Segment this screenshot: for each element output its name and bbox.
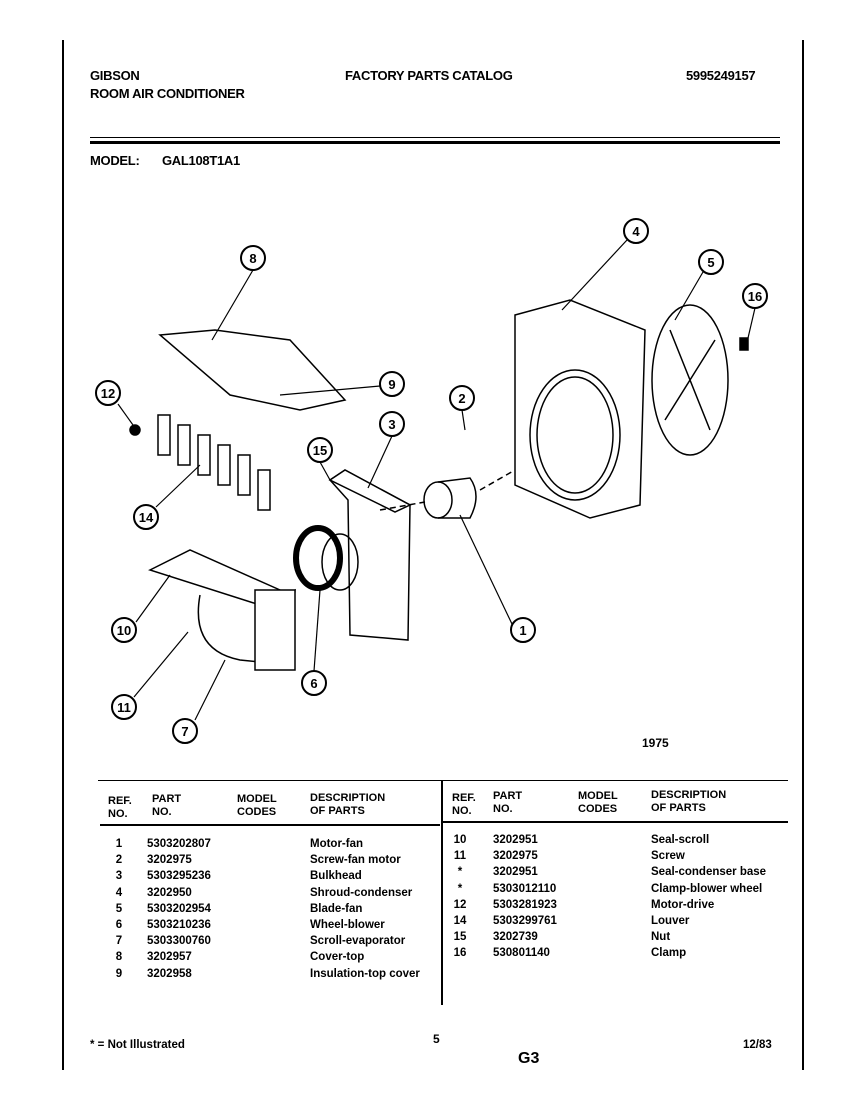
callout-4 xyxy=(624,219,648,243)
part-no: 5303202807 xyxy=(147,838,211,850)
ref-no: 10 xyxy=(453,834,467,846)
ref-no: 7 xyxy=(115,935,123,948)
ref-no: 5 xyxy=(115,902,123,915)
part-description: Nut xyxy=(651,931,671,944)
svg-text:12: 12 xyxy=(100,386,116,401)
part-no: 530801140 xyxy=(493,947,550,960)
part-description: Louver xyxy=(651,915,690,927)
ref-no: 14 xyxy=(453,915,467,927)
part-description: Screw-fan motor xyxy=(310,854,401,867)
page-number: 5 xyxy=(433,1032,440,1046)
part-description: Motor-drive xyxy=(651,898,715,911)
part-no: 5303202954 xyxy=(147,902,211,915)
part-no: 3202958 xyxy=(147,967,192,980)
right-header-rule xyxy=(443,821,788,823)
part-description: Cover-top xyxy=(310,951,365,964)
part-description: Blade-fan xyxy=(310,902,363,915)
part-no: 3202975 xyxy=(147,854,192,867)
ref-no: * xyxy=(457,882,463,895)
part-description: Insulation-top cover xyxy=(310,967,420,980)
table-top-rule xyxy=(98,780,788,781)
diagram-code: 1975 xyxy=(642,736,669,750)
part-description: Bulkhead xyxy=(310,870,362,883)
model-value: GAL108T1A1 xyxy=(162,153,240,168)
svg-text:6: 6 xyxy=(310,676,318,691)
section-code: G3 xyxy=(518,1050,540,1067)
print-date: 12/83 xyxy=(743,1039,772,1051)
callout-6 xyxy=(302,671,326,695)
svg-text:2: 2 xyxy=(458,391,466,406)
part-no: 5303299761 xyxy=(493,915,557,927)
part-description: Scroll-evaporator xyxy=(310,935,406,948)
callout-3 xyxy=(380,412,404,436)
part-description: Seal-scroll xyxy=(651,834,710,846)
part-no: 5303210236 xyxy=(147,919,211,931)
left-header-rule xyxy=(100,824,440,826)
svg-text:15: 15 xyxy=(312,443,328,458)
ref-no: 6 xyxy=(115,919,123,931)
part-description: Motor-fan xyxy=(310,838,364,850)
part-no: 5303300760 xyxy=(147,935,211,948)
header-part-right: PART NO. xyxy=(493,790,523,815)
header-ref-right: REF. NO. xyxy=(452,792,476,817)
part-description: Seal-condenser base xyxy=(651,866,767,879)
svg-text:14: 14 xyxy=(138,510,154,525)
svg-text:9: 9 xyxy=(388,377,396,392)
part-no: 5303281923 xyxy=(493,898,557,911)
callout-15 xyxy=(308,438,332,462)
model-label: MODEL: xyxy=(90,153,140,168)
ref-no: 12 xyxy=(453,898,467,911)
svg-text:5: 5 xyxy=(707,255,715,270)
header-part: PART NO. xyxy=(152,793,182,818)
svg-text:16: 16 xyxy=(747,289,763,304)
table-divider xyxy=(441,780,443,1005)
ref-no: 16 xyxy=(453,947,467,960)
part-no: 5303295236 xyxy=(147,870,211,883)
part-no: 5303012110 xyxy=(493,882,557,895)
brand: GIBSON xyxy=(90,68,140,83)
ref-no: 15 xyxy=(453,931,467,944)
part-no: 3202957 xyxy=(147,951,192,964)
part-description: Wheel-blower xyxy=(310,919,385,931)
ref-no: 4 xyxy=(115,886,123,899)
ref-no: * xyxy=(457,866,463,879)
footnote: * = Not Illustrated xyxy=(90,1039,185,1051)
ref-no: 3 xyxy=(115,870,123,883)
header-ref: REF. NO. xyxy=(108,795,132,820)
ref-no: 11 xyxy=(453,850,467,863)
part-description: Clamp xyxy=(651,947,687,960)
part-no: 3202951 xyxy=(493,834,538,846)
svg-text:8: 8 xyxy=(249,251,257,266)
callout-8 xyxy=(241,246,265,270)
svg-text:10: 10 xyxy=(116,623,132,638)
catalog-title: FACTORY PARTS CATALOG xyxy=(345,68,513,83)
part-description: Screw xyxy=(651,850,685,863)
callout-10 xyxy=(112,618,136,642)
header-desc-right: DESCRIPTION OF PARTS xyxy=(651,789,727,814)
callout-2 xyxy=(450,386,474,410)
header-desc: DESCRIPTION OF PARTS xyxy=(310,792,386,817)
callout-11 xyxy=(112,695,136,719)
callout-1 xyxy=(511,618,535,642)
svg-text:3: 3 xyxy=(388,417,396,432)
ref-no: 2 xyxy=(115,854,123,867)
svg-text:7: 7 xyxy=(181,724,189,739)
callout-16 xyxy=(743,284,767,308)
part-no: 3202975 xyxy=(493,850,538,863)
callout-12 xyxy=(96,381,120,405)
callout-7 xyxy=(173,719,197,743)
header-model: MODEL CODES xyxy=(237,793,277,818)
svg-text:11: 11 xyxy=(117,700,131,715)
part-no: 3202951 xyxy=(493,866,538,879)
svg-text:1: 1 xyxy=(519,623,527,638)
ref-no: 1 xyxy=(115,838,123,850)
part-description: Clamp-blower wheel xyxy=(651,882,763,895)
product: ROOM AIR CONDITIONER xyxy=(90,86,245,101)
callout-14 xyxy=(134,505,158,529)
header-model-right: MODEL CODES xyxy=(578,790,618,815)
ref-no: 8 xyxy=(115,951,123,964)
part-description: Shroud-condenser xyxy=(310,886,413,899)
part-no: 3202739 xyxy=(493,931,538,944)
catalog-number: 5995249157 xyxy=(686,68,756,83)
part-no: 3202950 xyxy=(147,886,192,899)
svg-text:4: 4 xyxy=(632,224,640,239)
callout-9 xyxy=(380,372,404,396)
ref-no: 9 xyxy=(115,967,123,980)
callout-5 xyxy=(699,250,723,274)
